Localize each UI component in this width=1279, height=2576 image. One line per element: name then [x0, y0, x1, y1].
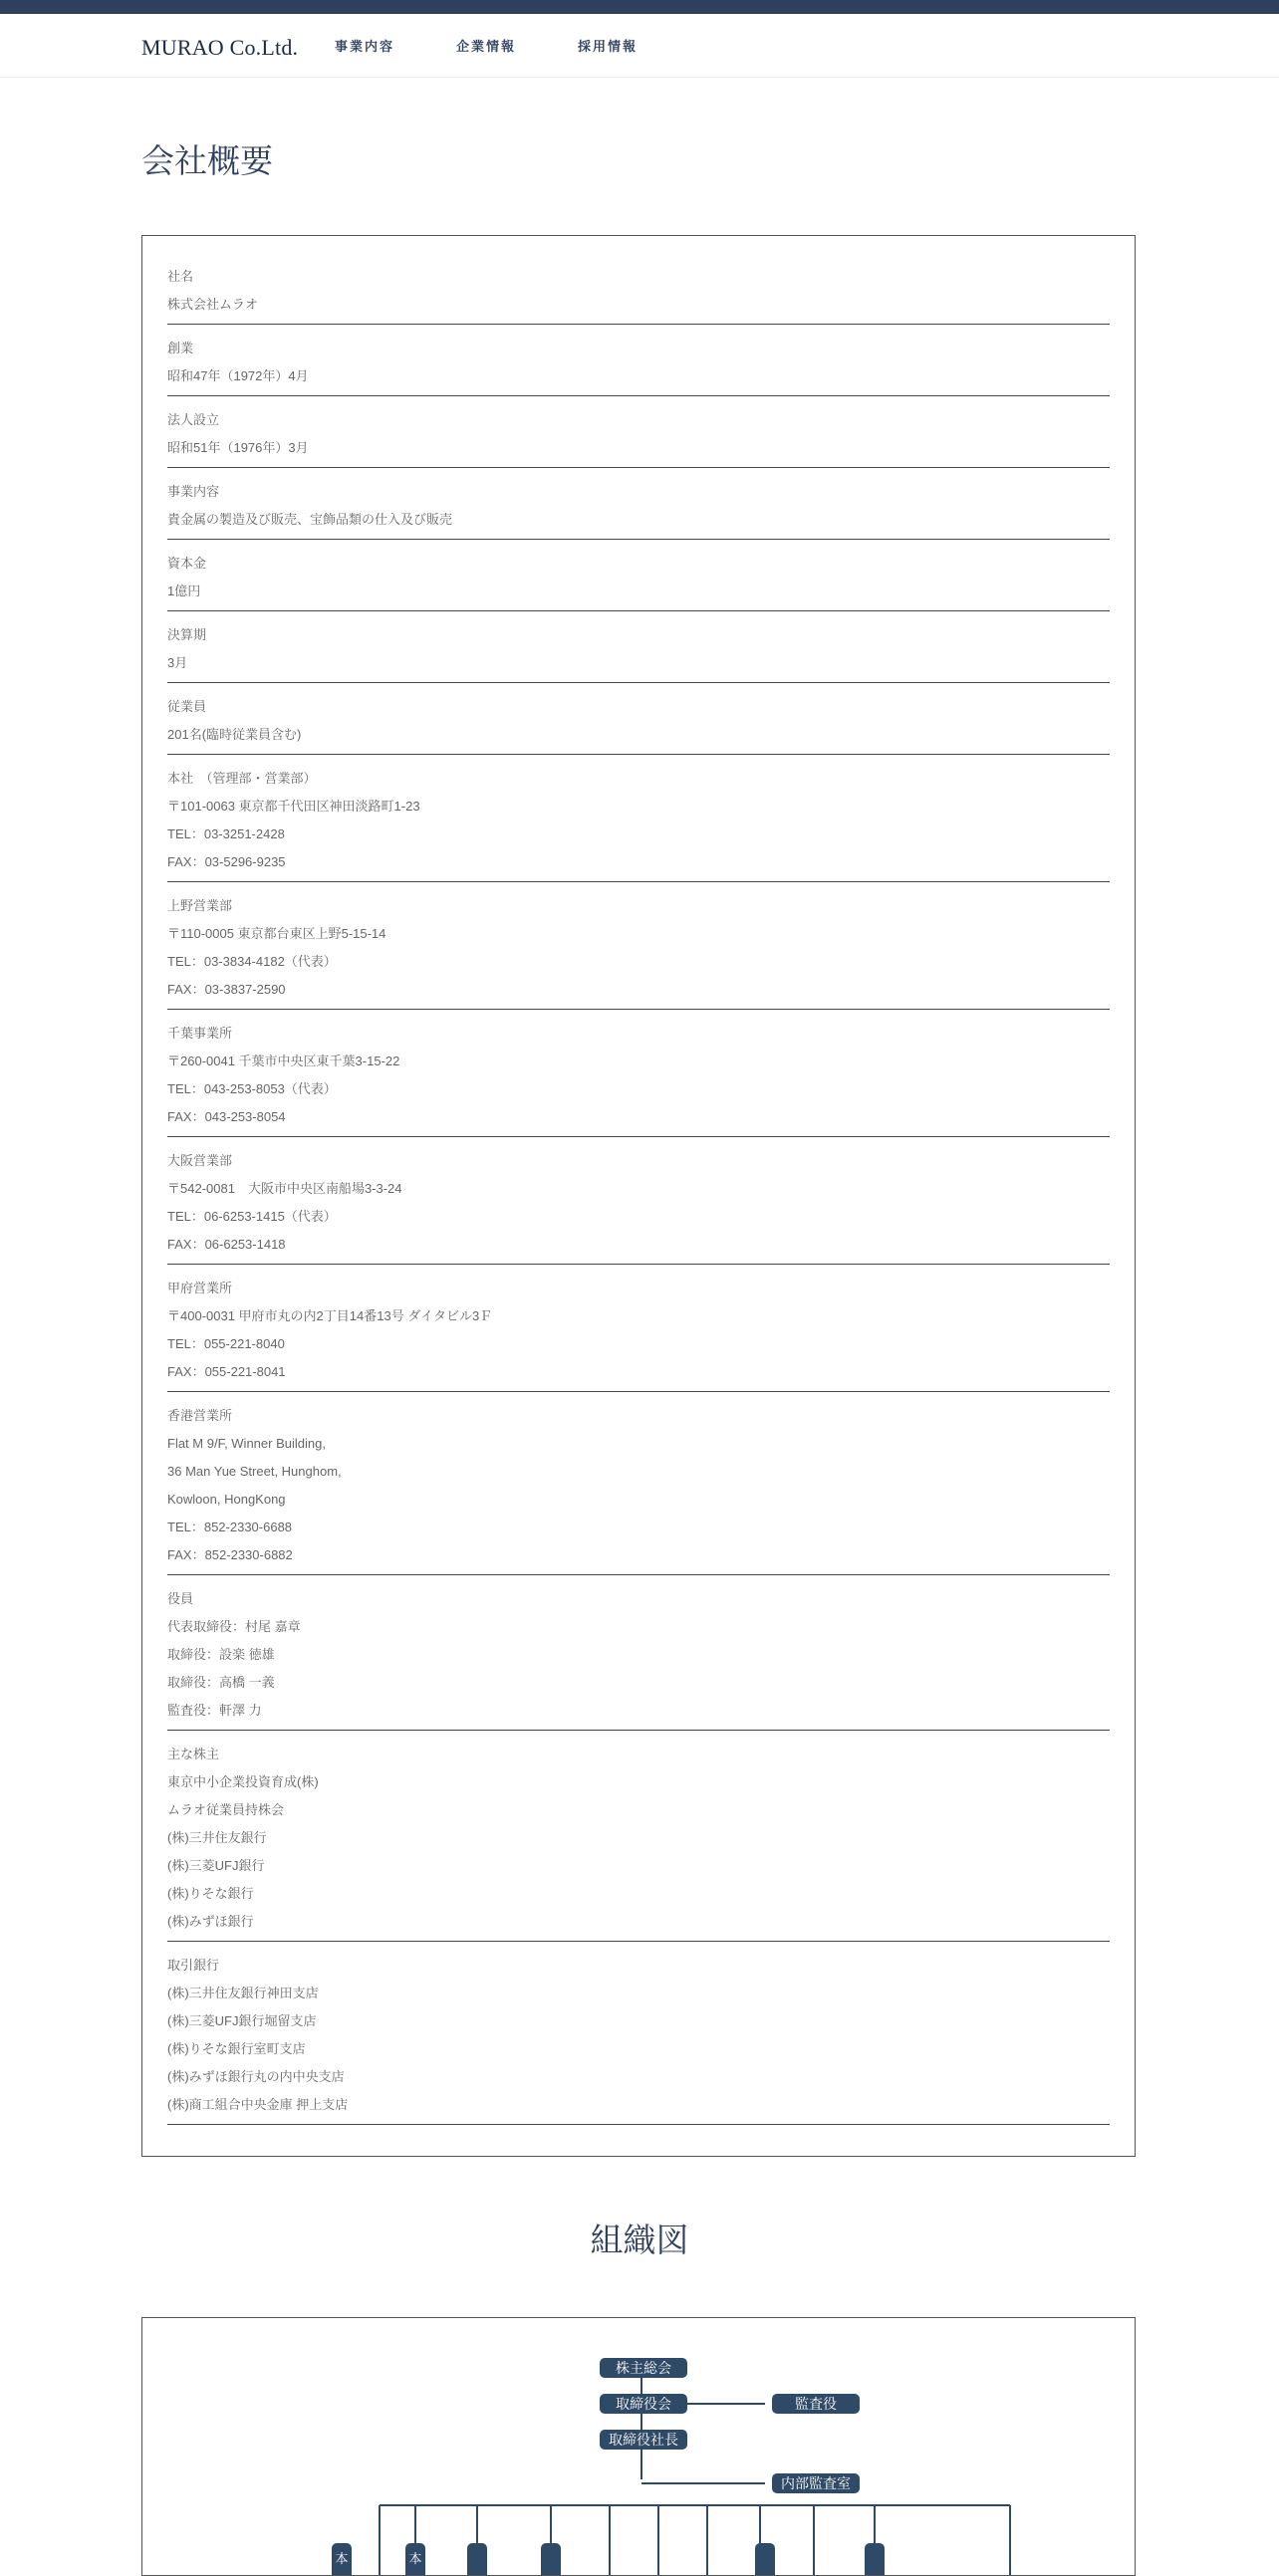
overview-row	[167, 611, 1110, 683]
overview-value: TEL：055-221-8040	[167, 1336, 285, 1351]
overview-row	[167, 325, 1110, 396]
overview-label: 役員	[167, 1591, 194, 1606]
overview-label: 従業員	[167, 699, 207, 714]
org-node-internal-audit	[772, 2473, 860, 2493]
org-node-shareholders	[600, 2358, 687, 2378]
overview-value: FAX：06-6253-1418	[167, 1237, 286, 1252]
overview-value: 〒260-0041 千葉市中央区東千葉3-15-22	[167, 1054, 400, 1068]
overview-value: TEL：852-2330-6688	[167, 1520, 293, 1534]
overview-value: (株)みずほ銀行	[167, 1914, 254, 1929]
overview-value: 〒400-0031 甲府市丸の内2丁目14番13号 ダイタビル3Ｆ	[167, 1308, 493, 1323]
overview-row	[167, 1575, 1110, 1731]
overview-row	[167, 1010, 1110, 1137]
overview-value: 1億円	[167, 584, 201, 598]
overview-label: 決算期	[167, 627, 207, 642]
overview-value: 東京中小企業投資育成(株)	[167, 1774, 319, 1789]
svg-text:取締役会: 取締役会	[616, 2397, 671, 2413]
overview-value: TEL：043-253-8053（代表）	[167, 1081, 337, 1096]
overview-value: 株式会社ムラオ	[167, 297, 259, 312]
main-nav	[335, 36, 699, 55]
org-chart-title: 組織図	[590, 2224, 689, 2259]
overview-row	[167, 1942, 1110, 2125]
overview-value: (株)りそな銀行室町支店	[167, 2041, 306, 2056]
overview-value: 36 Man Yue Street, Hunghom,	[167, 1464, 342, 1479]
company-overview-box	[141, 235, 1136, 2157]
overview-value: 取締役：高橋 一義	[167, 1675, 275, 1690]
overview-value: FAX：055-221-8041	[167, 1364, 286, 1379]
overview-value: (株)三井住友銀行神田支店	[167, 1986, 319, 2000]
org-chart-box	[141, 2317, 1136, 2576]
svg-text:監査役: 監査役	[795, 2397, 837, 2413]
overview-row	[167, 468, 1110, 540]
site-header	[0, 14, 1279, 78]
overview-label: 法人設立	[167, 412, 220, 427]
overview-row	[167, 882, 1110, 1010]
overview-value: (株)りそな銀行	[167, 1886, 254, 1901]
overview-value: ムラオ従業員持株会	[167, 1802, 285, 1817]
org-dept-node-4	[541, 2543, 561, 2576]
overview-value: FAX：03-3837-2590	[167, 982, 286, 997]
overview-value: FAX：03-5296-9235	[167, 854, 286, 869]
org-dept-node-5	[755, 2543, 775, 2576]
svg-text:本: 本	[408, 2552, 422, 2567]
overview-value: (株)商工組合中央金庫 押上支店	[167, 2097, 349, 2112]
overview-value: TEL：03-3834-4182（代表）	[167, 954, 337, 969]
overview-value: (株)三井住友銀行	[167, 1830, 267, 1845]
org-node-board	[600, 2394, 687, 2414]
overview-row	[167, 253, 1110, 325]
overview-value: 〒101-0063 東京都千代田区神田淡路町1-23	[167, 799, 420, 814]
overview-value: 〒110-0005 東京都台東区上野5-15-14	[167, 926, 386, 941]
overview-label: 甲府営業所	[167, 1281, 233, 1295]
overview-value: TEL：06-6253-1415（代表）	[167, 1209, 337, 1224]
overview-row	[167, 1392, 1110, 1575]
org-dept-node-1	[332, 2543, 352, 2576]
overview-row	[167, 540, 1110, 611]
overview-value: Kowloon, HongKong	[167, 1492, 286, 1507]
svg-text:内部監査室: 内部監査室	[781, 2476, 851, 2492]
svg-text:本: 本	[335, 2552, 349, 2567]
overview-value: (株)みずほ銀行丸の内中央支店	[167, 2069, 345, 2084]
overview-label: 創業	[167, 341, 194, 355]
overview-row	[167, 683, 1110, 755]
overview-row	[167, 1731, 1110, 1942]
overview-label: 社名	[167, 269, 194, 284]
overview-label: 上野営業部	[167, 898, 233, 913]
overview-row	[167, 396, 1110, 468]
overview-label: 事業内容	[167, 484, 220, 499]
overview-value: 昭和51年（1976年）3月	[167, 440, 309, 455]
overview-value: 監査役：軒澤 力	[167, 1703, 262, 1718]
overview-value: 〒542-0081 大阪市中央区南船場3-3-24	[167, 1181, 402, 1196]
overview-row	[167, 755, 1110, 882]
overview-value: 昭和47年（1972年）4月	[167, 368, 309, 383]
overview-value: (株)三菱UFJ銀行	[167, 1858, 265, 1873]
overview-label: 取引銀行	[167, 1958, 220, 1973]
overview-label: 香港営業所	[167, 1408, 233, 1423]
overview-value: Flat M 9/F, Winner Building,	[167, 1436, 326, 1451]
overview-value: 代表取締役：村尾 嘉章	[167, 1619, 301, 1634]
site-logo[interactable]: MURAO Co.Ltd.	[141, 35, 299, 60]
overview-value: 取締役：設楽 徳雄	[167, 1647, 275, 1662]
overview-row	[167, 1137, 1110, 1265]
org-dept-node-2	[405, 2543, 425, 2576]
overview-value: FAX：043-253-8054	[167, 1109, 286, 1124]
nav-company[interactable]: 企業情報	[456, 39, 517, 54]
overview-value: FAX：852-2330-6882	[167, 1547, 293, 1562]
org-dept-node-6	[865, 2543, 885, 2576]
nav-business[interactable]: 事業内容	[335, 39, 395, 54]
overview-label: 資本金	[167, 556, 207, 571]
overview-value: 201名(臨時従業員含む)	[167, 727, 302, 742]
overview-label: 主な株主	[167, 1747, 220, 1761]
page-title: 会社概要	[141, 144, 273, 180]
company-overview-list	[167, 253, 1110, 2125]
nav-recruit[interactable]: 採用情報	[578, 39, 639, 54]
svg-text:株主総会: 株主総会	[616, 2361, 671, 2377]
overview-row	[167, 1265, 1110, 1392]
svg-text:取締役社長: 取締役社長	[609, 2433, 678, 2449]
overview-label: 本社 （管理部・営業部）	[167, 771, 317, 786]
overview-value: 貴金属の製造及び販売、宝飾品類の仕入及び販売	[167, 512, 453, 527]
overview-value: TEL：03-3251-2428	[167, 826, 285, 841]
org-node-president	[600, 2430, 687, 2450]
org-chart	[142, 2318, 1136, 2576]
overview-value: 3月	[167, 655, 188, 670]
org-dept-node-3	[467, 2543, 487, 2576]
top-accent-bar	[0, 0, 1279, 14]
overview-label: 大阪営業部	[167, 1153, 233, 1168]
org-node-auditor	[772, 2394, 860, 2414]
overview-label: 千葉事業所	[167, 1026, 233, 1041]
overview-value: (株)三菱UFJ銀行堀留支店	[167, 2013, 317, 2028]
